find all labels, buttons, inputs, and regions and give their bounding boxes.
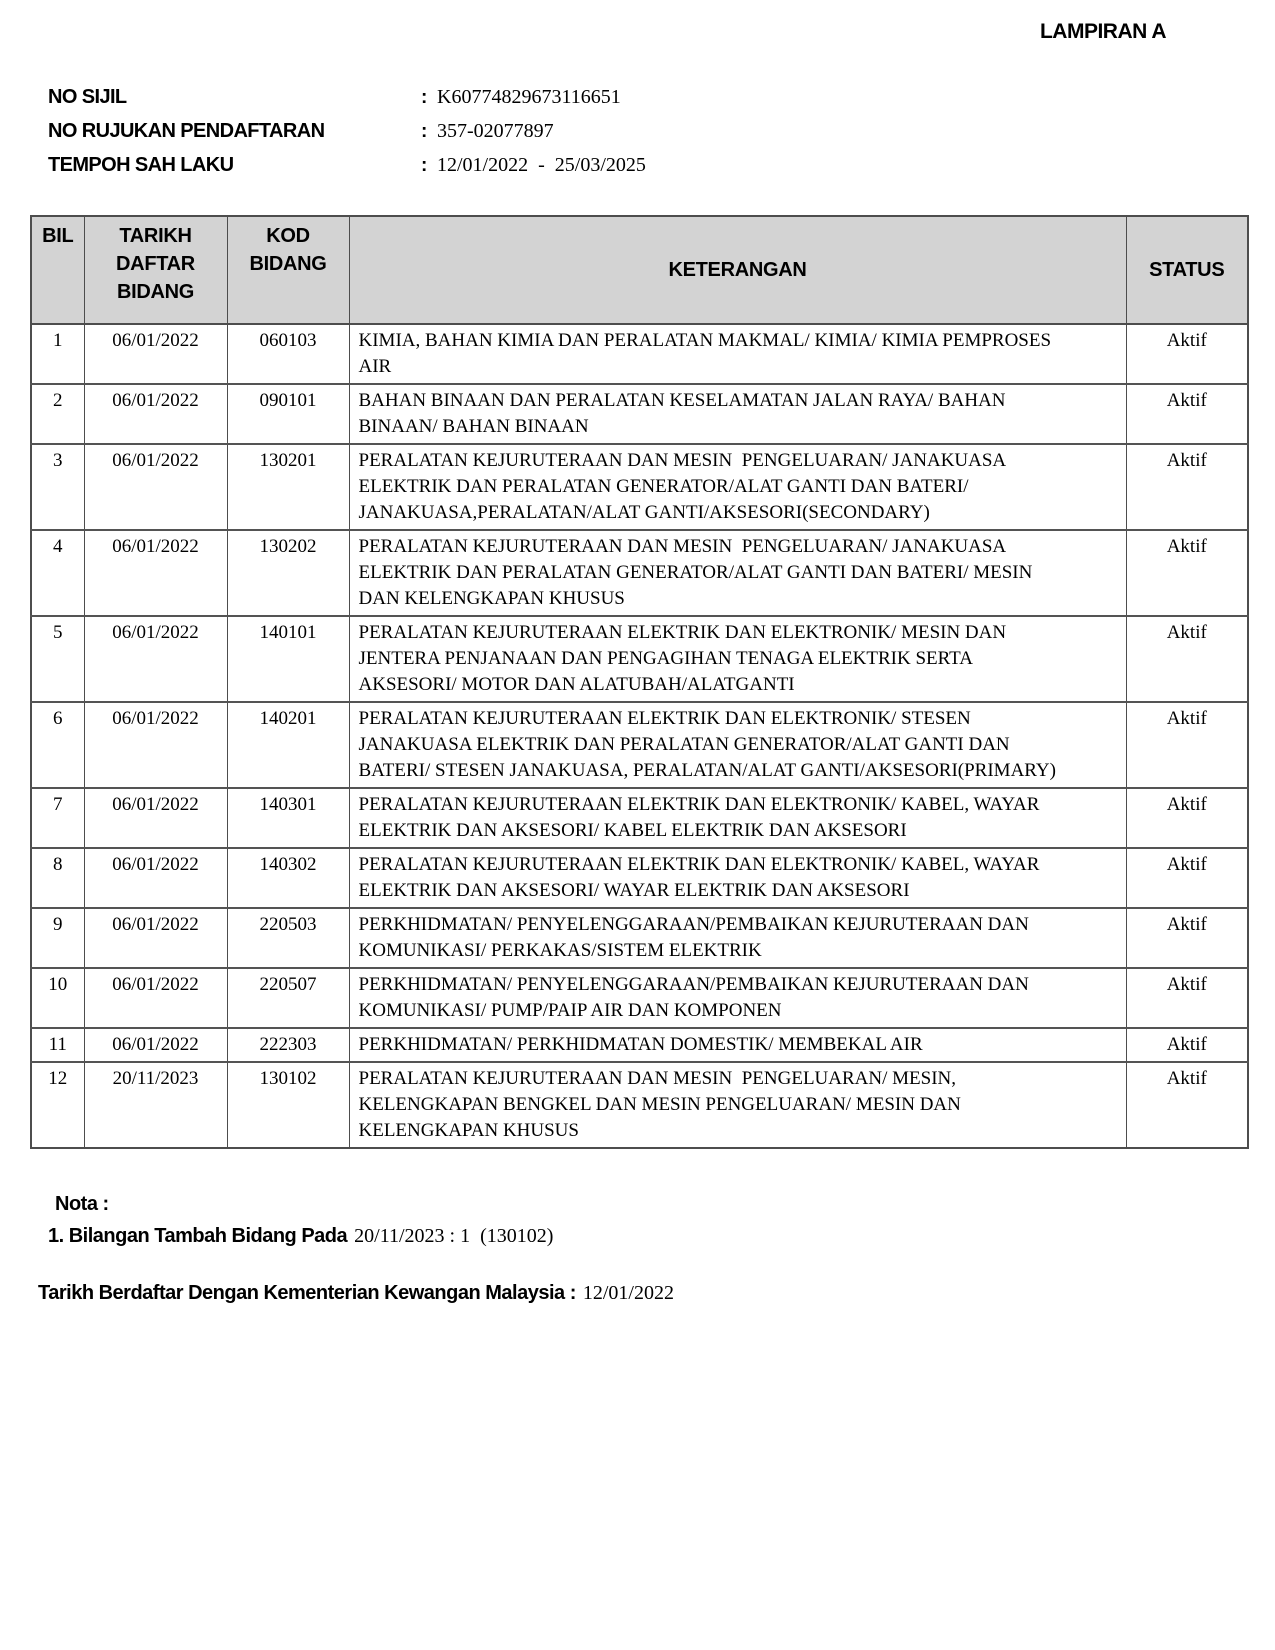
table-row xyxy=(31,848,1248,908)
cell-keterangan: PERKHIDMATAN/ PERKHIDMATAN DOMESTIK/ MEMBEKAL AIR xyxy=(349,1028,1126,1062)
cell-bil: 8 xyxy=(31,848,84,908)
cell-status: Aktif xyxy=(1126,384,1248,444)
cell-keterangan: BAHAN BINAAN DAN PERALATAN KESELAMATAN JALAN RAYA/ BAHAN BINAAN/ BAHAN BINAAN xyxy=(349,384,1126,444)
table-row xyxy=(31,530,1248,616)
cell-tarikh-daftar: 06/01/2022 xyxy=(84,616,227,702)
cell-tarikh-daftar: 06/01/2022 xyxy=(84,908,227,968)
registration-value: 12/01/2022 xyxy=(582,1282,674,1304)
cell-status: Aktif xyxy=(1126,530,1248,616)
cell-keterangan: PERKHIDMATAN/ PENYELENGGARAAN/PEMBAIKAN KEJURUTERAAN DAN KOMUNIKASI/ PUMP/PAIP AIR DAN KOMPONEN xyxy=(349,968,1126,1028)
cell-status: Aktif xyxy=(1126,1062,1248,1148)
cell-tarikh-daftar: 06/01/2022 xyxy=(84,968,227,1028)
info-row-no-sijil xyxy=(48,86,1275,110)
lampiran-label: LAMPIRAN A xyxy=(1039,20,1166,43)
tempoh-value: 12/01/2022 - 25/03/2025 xyxy=(437,154,646,176)
table-row xyxy=(31,908,1248,968)
nota-section xyxy=(48,1193,1275,1248)
cell-status: Aktif xyxy=(1126,848,1248,908)
bidang-table xyxy=(30,215,1249,1149)
cell-kod-bidang: 090101 xyxy=(227,384,349,444)
table-row xyxy=(31,444,1248,530)
info-row-no-rujukan xyxy=(48,120,1275,144)
cell-status: Aktif xyxy=(1126,324,1248,384)
column-header-keterangan: KETERANGAN xyxy=(349,216,1126,324)
cell-bil: 9 xyxy=(31,908,84,968)
cell-bil: 11 xyxy=(31,1028,84,1062)
cell-keterangan: PERALATAN KEJURUTERAAN DAN MESIN PENGELUARAN/ JANAKUASA ELEKTRIK DAN PERALATAN GENERATOR/ALAT GANTI DAN BATERI/ JANAKUASA,PERALATAN/ALAT GANTI/AKSESORI(SECONDARY) xyxy=(349,444,1126,530)
cell-keterangan: PERALATAN KEJURUTERAAN DAN MESIN PENGELUARAN/ JANAKUASA ELEKTRIK DAN PERALATAN GENERATOR/ALAT GANTI DAN BATERI/ MESIN DAN KELENGKAPAN KHUSUS xyxy=(349,530,1126,616)
cell-tarikh-daftar: 06/01/2022 xyxy=(84,444,227,530)
column-header-kod-bidang: KOD BIDANG xyxy=(227,216,349,324)
table-row xyxy=(31,788,1248,848)
no-sijil-label: NO SIJIL xyxy=(48,86,127,108)
cell-status: Aktif xyxy=(1126,788,1248,848)
cell-kod-bidang: 220507 xyxy=(227,968,349,1028)
cell-keterangan: PERALATAN KEJURUTERAAN ELEKTRIK DAN ELEKTRONIK/ KABEL, WAYAR ELEKTRIK DAN AKSESORI/ WAYAR ELEKTRIK DAN AKSESORI xyxy=(349,848,1126,908)
cell-bil: 4 xyxy=(31,530,84,616)
cell-bil: 7 xyxy=(31,788,84,848)
table-row xyxy=(31,1062,1248,1148)
cell-bil: 5 xyxy=(31,616,84,702)
cell-status: Aktif xyxy=(1126,616,1248,702)
column-header-status: STATUS xyxy=(1126,216,1248,324)
cell-status: Aktif xyxy=(1126,908,1248,968)
column-header-tarikh-daftar-bidang: TARIKH DAFTAR BIDANG xyxy=(84,216,227,324)
cell-status: Aktif xyxy=(1126,702,1248,788)
no-rujukan-label: NO RUJUKAN PENDAFTARAN xyxy=(48,120,325,142)
table-row xyxy=(31,384,1248,444)
cell-tarikh-daftar: 06/01/2022 xyxy=(84,702,227,788)
cell-kod-bidang: 222303 xyxy=(227,1028,349,1062)
cell-tarikh-daftar: 06/01/2022 xyxy=(84,848,227,908)
cell-bil: 2 xyxy=(31,384,84,444)
tempoh-colon: : xyxy=(421,155,428,176)
cell-kod-bidang: 130201 xyxy=(227,444,349,530)
cell-kod-bidang: 140201 xyxy=(227,702,349,788)
cell-kod-bidang: 140301 xyxy=(227,788,349,848)
table-row xyxy=(31,616,1248,702)
cell-bil: 10 xyxy=(31,968,84,1028)
cell-tarikh-daftar: 20/11/2023 xyxy=(84,1062,227,1148)
cell-keterangan: PERKHIDMATAN/ PENYELENGGARAAN/PEMBAIKAN KEJURUTERAAN DAN KOMUNIKASI/ PERKAKAS/SISTEM ELEKTRIK xyxy=(349,908,1126,968)
cell-bil: 1 xyxy=(31,324,84,384)
column-header-bil: BIL xyxy=(31,216,84,324)
cell-keterangan: PERALATAN KEJURUTERAAN ELEKTRIK DAN ELEKTRONIK/ STESEN JANAKUASA ELEKTRIK DAN PERALATAN GENERATOR/ALAT GANTI DAN BATERI/ STESEN JANAKUASA, PERALATAN/ALAT GANTI/AKSESORI(PRIMARY) xyxy=(349,702,1126,788)
table-header xyxy=(31,216,1248,324)
info-row-tempoh xyxy=(48,154,1275,178)
table-body xyxy=(31,324,1248,1148)
no-rujukan-colon: : xyxy=(421,121,428,142)
cell-tarikh-daftar: 06/01/2022 xyxy=(84,384,227,444)
cell-kod-bidang: 140302 xyxy=(227,848,349,908)
table-row xyxy=(31,702,1248,788)
no-sijil-value: K60774829673116651 xyxy=(437,86,621,108)
cell-keterangan: PERALATAN KEJURUTERAAN DAN MESIN PENGELUARAN/ MESIN, KELENGKAPAN BENGKEL DAN MESIN PENGELUARAN/ MESIN DAN KELENGKAPAN KHUSUS xyxy=(349,1062,1126,1148)
tempoh-label: TEMPOH SAH LAKU xyxy=(48,154,234,176)
cell-status: Aktif xyxy=(1126,1028,1248,1062)
no-sijil-colon: : xyxy=(421,87,428,108)
cell-keterangan: PERALATAN KEJURUTERAAN ELEKTRIK DAN ELEKTRONIK/ KABEL, WAYAR ELEKTRIK DAN AKSESORI/ KABEL ELEKTRIK DAN AKSESORI xyxy=(349,788,1126,848)
cell-tarikh-daftar: 06/01/2022 xyxy=(84,788,227,848)
cell-status: Aktif xyxy=(1126,444,1248,530)
nota-heading: Nota : xyxy=(55,1193,109,1215)
no-rujukan-value: 357-02077897 xyxy=(437,120,554,142)
cell-status: Aktif xyxy=(1126,968,1248,1028)
cell-kod-bidang: 130102 xyxy=(227,1062,349,1148)
table-row xyxy=(31,968,1248,1028)
cell-bil: 3 xyxy=(31,444,84,530)
cell-tarikh-daftar: 06/01/2022 xyxy=(84,324,227,384)
cell-bil: 6 xyxy=(31,702,84,788)
cell-bil: 12 xyxy=(31,1062,84,1148)
nota-item xyxy=(48,1225,1275,1248)
cell-kod-bidang: 130202 xyxy=(227,530,349,616)
cell-tarikh-daftar: 06/01/2022 xyxy=(84,1028,227,1062)
nota-item-value: 20/11/2023 : 1 (130102) xyxy=(354,1225,554,1247)
cell-kod-bidang: 060103 xyxy=(227,324,349,384)
registration-label: Tarikh Berdaftar Dengan Kementerian Kewangan Malaysia : xyxy=(38,1282,576,1304)
cell-keterangan: KIMIA, BAHAN KIMIA DAN PERALATAN MAKMAL/ KIMIA/ KIMIA PEMPROSES AIR xyxy=(349,324,1126,384)
cell-keterangan: PERALATAN KEJURUTERAAN ELEKTRIK DAN ELEKTRONIK/ MESIN DAN JENTERA PENJANAAN DAN PENGAGIHAN TENAGA ELEKTRIK SERTA AKSESORI/ MOTOR DAN ALATUBAH/ALATGANTI xyxy=(349,616,1126,702)
cell-tarikh-daftar: 06/01/2022 xyxy=(84,530,227,616)
cell-kod-bidang: 220503 xyxy=(227,908,349,968)
table-row xyxy=(31,324,1248,384)
nota-item-label: 1. Bilangan Tambah Bidang Pada xyxy=(48,1225,348,1247)
cell-kod-bidang: 140101 xyxy=(227,616,349,702)
registration-line xyxy=(38,1282,1275,1305)
table-row xyxy=(31,1028,1248,1062)
